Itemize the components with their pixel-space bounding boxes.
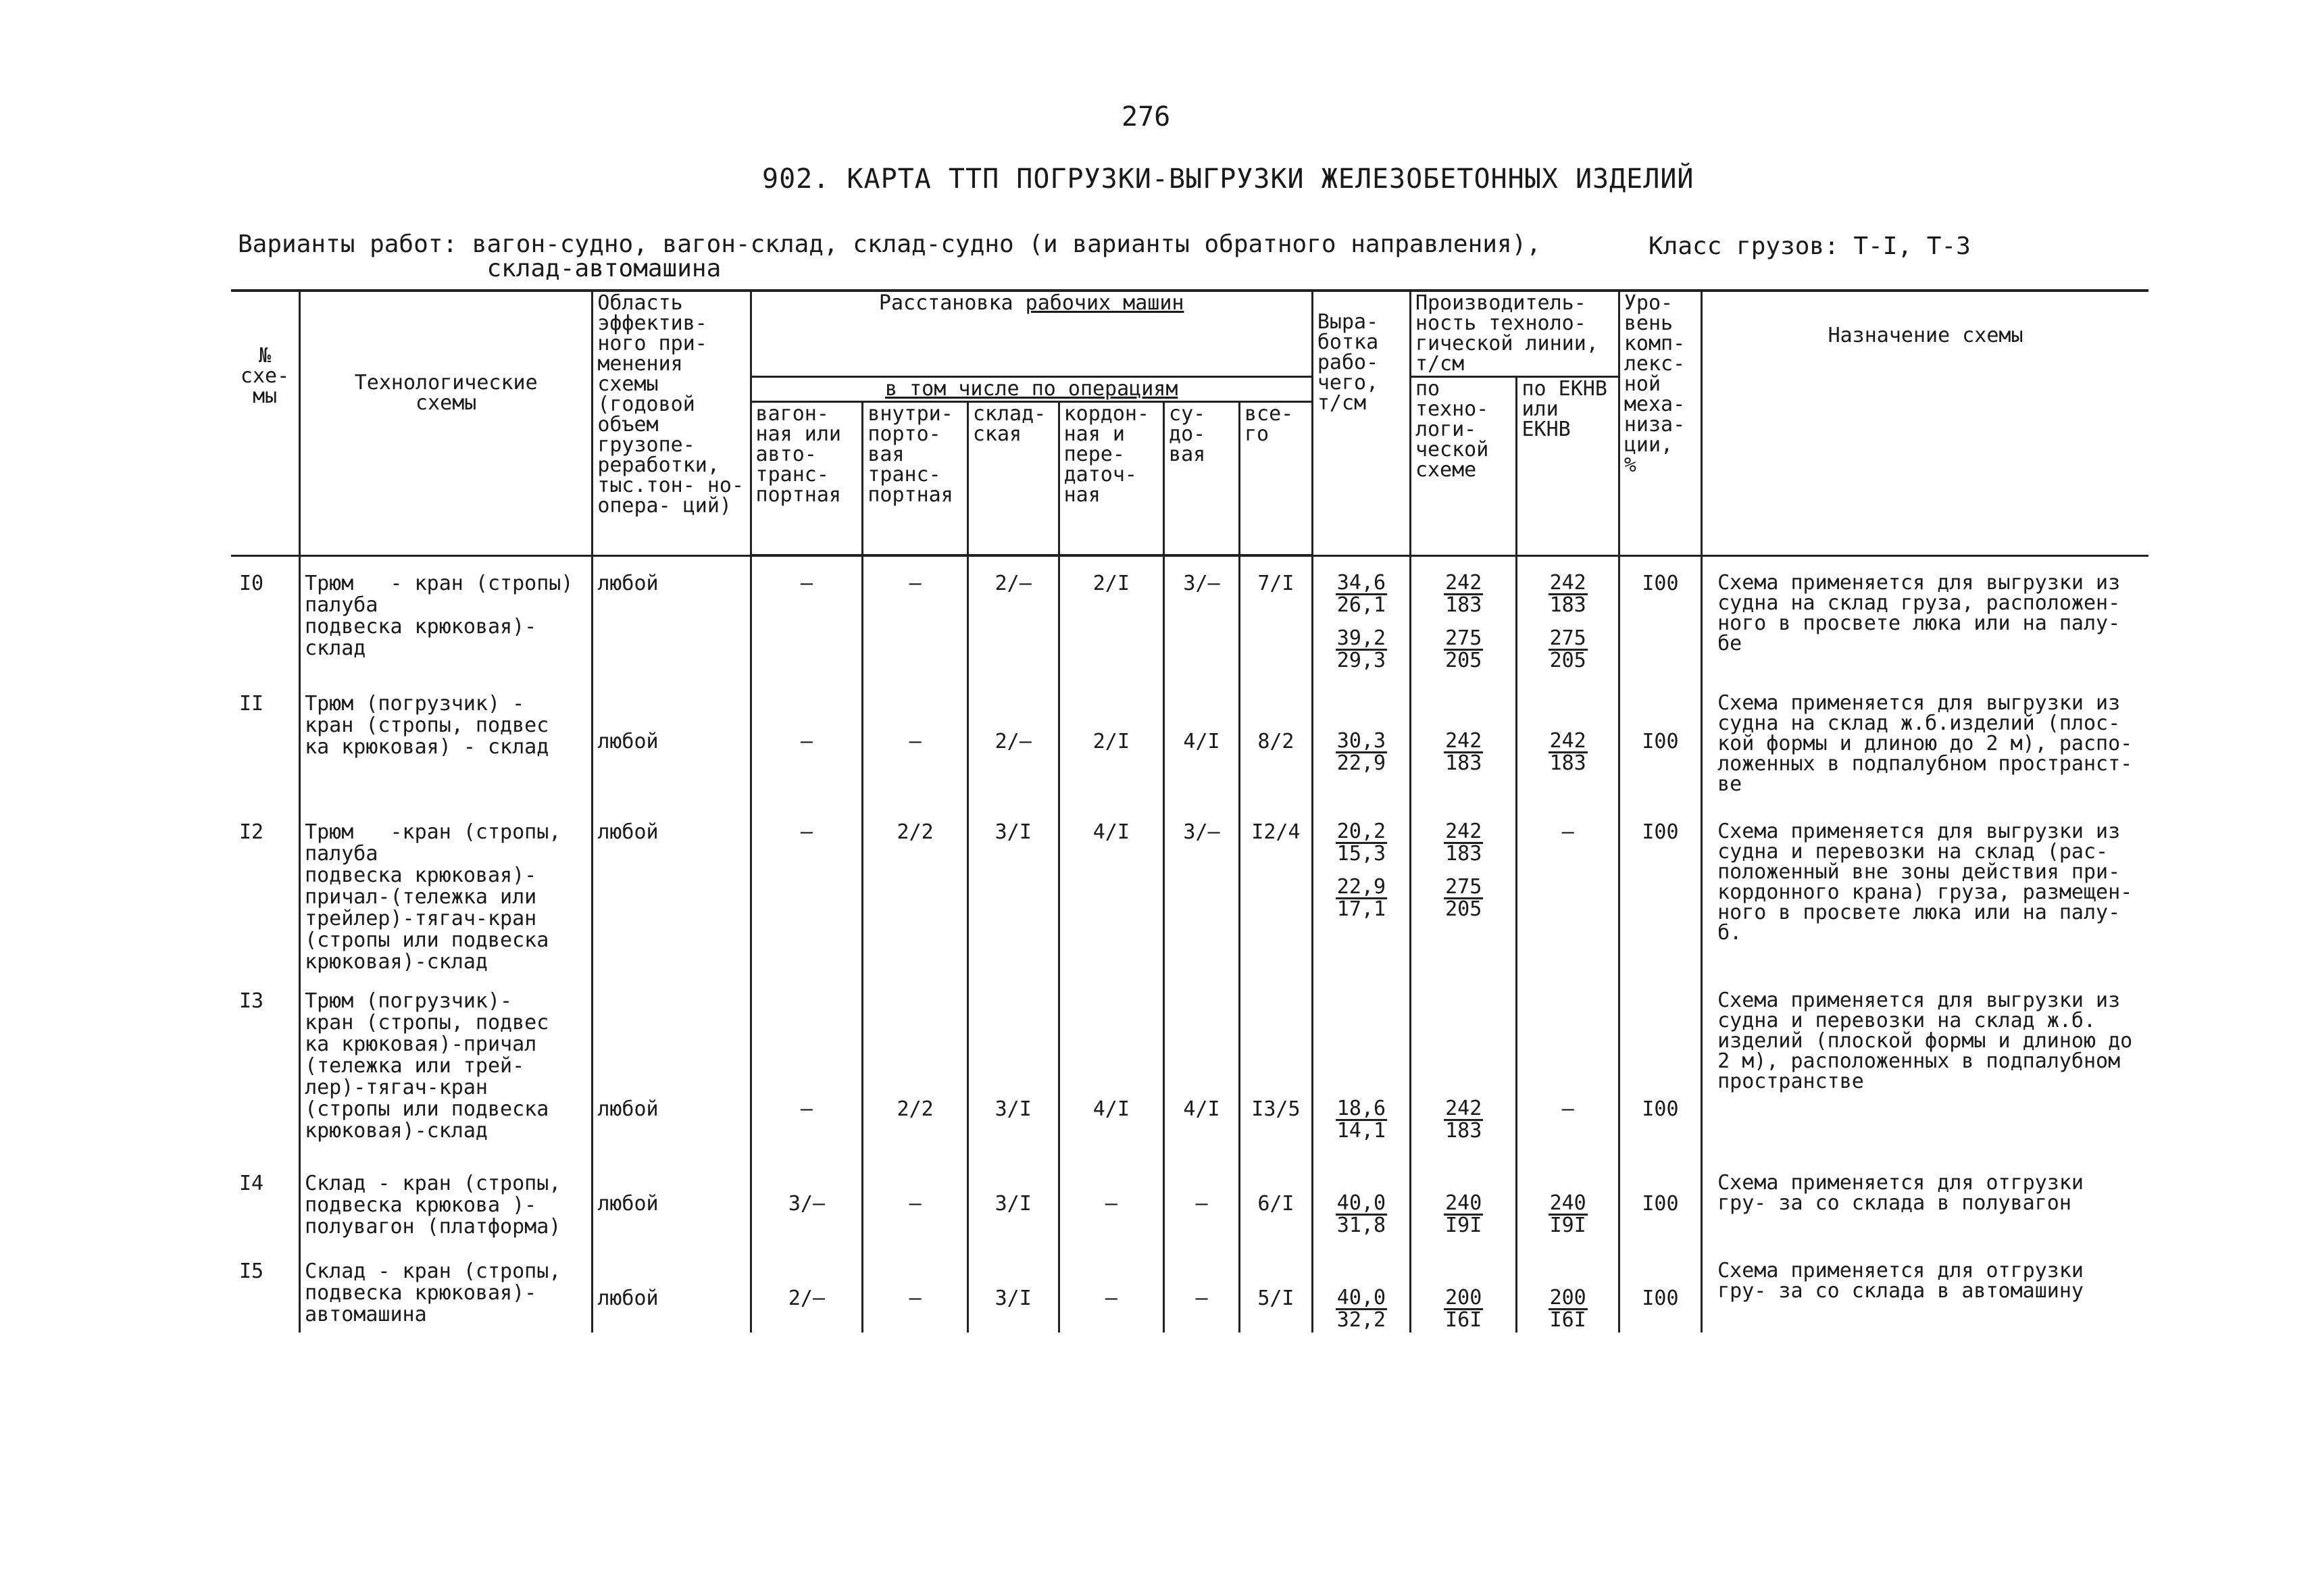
mechanization-level	[1619, 555, 1701, 677]
application-area-text: любой	[597, 1192, 659, 1216]
fraction	[1336, 1193, 1387, 1236]
op-warehouse-text: 2/–	[995, 572, 1032, 595]
application-area	[593, 1157, 751, 1245]
scheme-purpose	[1702, 555, 2148, 677]
header-tech-schemes: Технологические схемы	[300, 291, 593, 555]
op-total-text: 5/I	[1257, 1287, 1294, 1310]
row-number	[231, 1245, 300, 1332]
op-warehouse	[967, 1157, 1059, 1245]
fraction-numerator: 22,9	[1336, 875, 1386, 899]
tech-scheme	[300, 805, 593, 974]
fraction	[1444, 877, 1483, 920]
mechanization-level-text: I00	[1642, 1097, 1679, 1121]
fraction-denominator: 26,1	[1336, 593, 1386, 617]
op-warehouse	[967, 1245, 1059, 1332]
mechanization-level	[1619, 974, 1701, 1157]
tech-scheme-text: Трюм -кран (стропы, палуба подвеска крюковая)- причал-(тележка или трейлер)-тягач-кран (стропы или подвеска крюковая)-склад	[305, 820, 561, 974]
mechanization-level	[1619, 1157, 1701, 1245]
scheme-purpose-text: Схема применяется для выгрузки из судна на склад груза, расположен- ного в просвете люка или на палу- бе	[1717, 570, 2121, 655]
op-wagon	[751, 805, 863, 974]
scheme-purpose	[1702, 1157, 2148, 1245]
fraction-numerator: 242	[1445, 570, 1482, 595]
fraction-numerator: 275	[1445, 875, 1482, 899]
op-warehouse-text: 3/I	[995, 1097, 1032, 1121]
cargo-class: Класс грузов: Т-I, Т-3	[1649, 232, 1971, 260]
fraction-numerator: 40,0	[1336, 1191, 1386, 1215]
op-intraport	[863, 805, 967, 974]
mechanization-level-text: I00	[1642, 1192, 1679, 1216]
fraction	[1336, 1099, 1387, 1141]
op-intraport-text: 2/2	[897, 1097, 934, 1121]
output-cell	[1312, 1245, 1410, 1332]
op-ship-text: –	[1195, 1287, 1208, 1310]
op-wagon	[751, 974, 863, 1157]
op-intraport-text: –	[909, 1287, 922, 1310]
op-ship	[1164, 555, 1240, 677]
fraction	[1336, 731, 1387, 774]
op-ship-text: 3/–	[1183, 820, 1220, 844]
fraction-denominator: I9I	[1549, 1214, 1586, 1237]
row-number	[231, 805, 300, 974]
op-ship-text: 3/–	[1183, 572, 1220, 595]
op-intraport-text: –	[909, 730, 922, 753]
header-op-ship: су- до- вая	[1164, 402, 1240, 556]
op-wagon-text: –	[800, 730, 813, 753]
header-op-warehouse: склад- ская	[967, 402, 1059, 556]
application-area	[593, 677, 751, 805]
application-area-text: любой	[597, 571, 659, 595]
header-purpose: Назначение схемы	[1702, 291, 2148, 555]
op-intraport-text: –	[909, 1192, 922, 1216]
prod-eknv-cell	[1517, 974, 1619, 1157]
mechanization-level-text: I00	[1642, 730, 1679, 753]
prod-tech-cell	[1410, 1157, 1517, 1245]
op-ship-text: 4/I	[1183, 730, 1220, 753]
op-ship	[1164, 1157, 1240, 1245]
output-cell	[1312, 555, 1410, 677]
fraction-numerator: 200	[1549, 1286, 1586, 1310]
fraction	[1336, 1288, 1387, 1330]
fraction-denominator: I6I	[1549, 1308, 1586, 1332]
header-prod-tech: по техно- логи- ческой схеме	[1410, 377, 1517, 556]
table-row	[231, 805, 2148, 974]
fraction	[1549, 628, 1588, 671]
prod-eknv-cell	[1517, 805, 1619, 974]
fraction	[1336, 628, 1387, 671]
output-cell	[1312, 1157, 1410, 1245]
tech-scheme	[300, 1245, 593, 1332]
fraction-denominator: 183	[1549, 751, 1586, 775]
fraction-denominator: 205	[1445, 648, 1482, 672]
tech-scheme-text: Трюм - кран (стропы) палуба подвеска крюковая)- склад	[305, 571, 574, 660]
application-area	[593, 555, 751, 677]
row-number	[231, 974, 300, 1157]
op-total	[1239, 974, 1312, 1157]
header-prod-eknv: по ЕКНВ или ЕКНВ	[1517, 377, 1619, 556]
op-wagon	[751, 677, 863, 805]
op-warehouse	[967, 677, 1059, 805]
prod-eknv-cell-text: –	[1561, 1097, 1574, 1121]
table-body	[231, 555, 2148, 1332]
fraction-denominator: 14,1	[1336, 1119, 1386, 1143]
op-ship	[1164, 677, 1240, 805]
document-title: 902. КАРТА ТТП ПОГРУЗКИ-ВЫГРУЗКИ ЖЕЛЕЗОБЕТОННЫХ ИЗДЕЛИЙ	[762, 164, 1694, 195]
header-op-intraport: внутри- порто- вая транс- портная	[863, 402, 967, 556]
mechanization-level	[1619, 805, 1701, 974]
output-cell	[1312, 974, 1410, 1157]
op-wagon-text: –	[800, 572, 813, 595]
table-row	[231, 677, 2148, 805]
prod-tech-cell	[1410, 1245, 1517, 1332]
fraction-numerator: 34,6	[1336, 570, 1386, 595]
scheme-purpose	[1702, 1245, 2148, 1332]
fraction-denominator: 31,8	[1336, 1214, 1386, 1237]
op-total	[1239, 1245, 1312, 1332]
op-cordon-text: 4/I	[1092, 1097, 1130, 1121]
work-variants: Варианты работ: вагон-судно, вагон-склад, склад-судно (и варианты обратного направления), склад-автомашина	[238, 230, 1541, 282]
prod-tech-cell	[1410, 555, 1517, 677]
fraction-numerator: 275	[1549, 626, 1586, 650]
op-total-text: I3/5	[1251, 1097, 1301, 1121]
mechanization-level	[1619, 677, 1701, 805]
fraction-denominator: 205	[1445, 897, 1482, 921]
fraction-numerator: 242	[1549, 570, 1586, 595]
fraction-denominator: 17,1	[1336, 897, 1386, 921]
prod-eknv-cell	[1517, 1245, 1619, 1332]
prod-eknv-cell	[1517, 677, 1619, 805]
fraction-denominator: 183	[1445, 842, 1482, 866]
header-placement-label: Расстановка	[878, 291, 1013, 315]
tech-scheme	[300, 555, 593, 677]
op-cordon	[1059, 805, 1163, 974]
tech-scheme-text: Трюм (погрузчик)- кран (стропы, подвес ка крюковая)-причал (тележка или трей- лер)-тягач-кран (стропы или подвеска крюковая)-склад	[305, 989, 549, 1143]
application-area-text: любой	[597, 1287, 659, 1310]
op-wagon	[751, 1157, 863, 1245]
fraction	[1444, 1099, 1483, 1141]
op-intraport	[863, 974, 967, 1157]
op-wagon	[751, 555, 863, 677]
fraction-numerator: 200	[1445, 1286, 1482, 1310]
op-cordon	[1059, 1157, 1163, 1245]
op-total	[1239, 677, 1312, 805]
fraction	[1444, 1193, 1483, 1236]
table-row	[231, 1245, 2148, 1332]
tech-scheme-text: Склад - кран (стропы, подвеска крюкова )- полувагон (платформа)	[305, 1172, 561, 1239]
header-output: Выра- ботка рабо- чего, т/см	[1312, 291, 1410, 555]
fraction-numerator: 39,2	[1336, 626, 1386, 650]
op-cordon-text: –	[1105, 1287, 1117, 1310]
application-area	[593, 805, 751, 974]
header-productivity: Производитель- ность техноло- гической линии, т/см	[1410, 291, 1619, 377]
row-number-text: I4	[239, 1172, 264, 1195]
prod-eknv-cell	[1517, 555, 1619, 677]
fraction-numerator: 242	[1549, 729, 1586, 753]
op-wagon-text: –	[800, 1097, 813, 1121]
table-row	[231, 974, 2148, 1157]
prod-tech-cell	[1410, 805, 1517, 974]
op-cordon-text: –	[1105, 1192, 1117, 1216]
fraction-numerator: 275	[1445, 626, 1482, 650]
tech-scheme	[300, 1157, 593, 1245]
fraction	[1549, 1288, 1588, 1330]
fraction	[1549, 570, 1588, 617]
ttp-table	[231, 289, 2148, 1332]
fraction-denominator: I9I	[1445, 1214, 1482, 1237]
fraction-denominator: 29,3	[1336, 648, 1386, 672]
fraction-numerator: 40,0	[1336, 1286, 1386, 1310]
fraction-denominator: 205	[1549, 648, 1586, 672]
op-warehouse-text: 3/I	[995, 820, 1032, 844]
op-warehouse-text: 3/I	[995, 1192, 1032, 1216]
op-total-text: 7/I	[1257, 572, 1294, 595]
row-number	[231, 677, 300, 805]
row-number	[231, 1157, 300, 1245]
fraction-numerator: 20,2	[1336, 820, 1386, 843]
row-number-text: I2	[239, 820, 264, 844]
fraction-numerator: 242	[1445, 1097, 1482, 1120]
row-number-text: I0	[239, 571, 264, 595]
scheme-purpose-text: Схема применяется для выгрузки из судна и перевозки на склад ж.б. изделий (плоской формы и длиною до 2 м), расположенных в подпалубном пространстве	[1717, 989, 2133, 1093]
header-placement-machines: рабочих машин	[1025, 291, 1184, 315]
op-total-text: 8/2	[1257, 730, 1294, 753]
op-wagon-text: 2/–	[788, 1287, 826, 1310]
fraction	[1444, 1288, 1483, 1330]
tech-scheme	[300, 677, 593, 805]
tech-scheme-text: Трюм (погрузчик) - кран (стропы, подвес ка крюковая) - склад	[305, 692, 549, 759]
op-wagon-text: 3/–	[788, 1192, 826, 1216]
mechanization-level	[1619, 1245, 1701, 1332]
op-wagon	[751, 1245, 863, 1332]
op-ship	[1164, 1245, 1240, 1332]
tech-scheme-text: Склад - кран (стропы, подвеска крюковая)- автомашина	[305, 1260, 561, 1326]
op-cordon	[1059, 1245, 1163, 1332]
op-warehouse	[967, 555, 1059, 677]
application-area	[593, 1245, 751, 1332]
output-cell	[1312, 805, 1410, 974]
tech-scheme	[300, 974, 593, 1157]
fraction	[1336, 822, 1387, 864]
fraction-denominator: 15,3	[1336, 842, 1386, 866]
fraction-numerator: 240	[1549, 1191, 1586, 1215]
table-row	[231, 555, 2148, 677]
scheme-purpose	[1702, 805, 2148, 974]
op-ship	[1164, 974, 1240, 1157]
fraction	[1444, 822, 1483, 864]
op-total	[1239, 555, 1312, 677]
prod-tech-cell	[1410, 677, 1517, 805]
fraction	[1336, 570, 1387, 617]
op-cordon	[1059, 677, 1163, 805]
fraction-numerator: 240	[1445, 1191, 1482, 1215]
op-cordon	[1059, 555, 1163, 677]
prod-eknv-cell	[1517, 1157, 1619, 1245]
fraction	[1336, 877, 1387, 920]
row-number	[231, 555, 300, 677]
op-total	[1239, 805, 1312, 974]
scheme-purpose-text: Схема применяется для отгрузки гру- за со склада в полувагон	[1717, 1171, 2084, 1215]
prod-tech-cell	[1410, 974, 1517, 1157]
op-warehouse	[967, 805, 1059, 974]
header-num: № схе- мы	[231, 291, 300, 555]
scheme-purpose	[1702, 677, 2148, 805]
op-warehouse-text: 3/I	[995, 1287, 1032, 1310]
op-intraport	[863, 677, 967, 805]
op-intraport	[863, 555, 967, 677]
op-ship	[1164, 805, 1240, 974]
row-number-text: I5	[239, 1260, 264, 1283]
fraction	[1444, 628, 1483, 671]
application-area-text: любой	[597, 1097, 659, 1121]
row-number-text: II	[239, 692, 264, 716]
mechanization-level-text: I00	[1642, 820, 1679, 844]
header-op-total: все- го	[1239, 402, 1312, 556]
op-total-text: 6/I	[1257, 1192, 1294, 1216]
fraction-denominator: 32,2	[1336, 1308, 1386, 1332]
fraction	[1444, 731, 1483, 774]
op-ship-text: 4/I	[1183, 1097, 1220, 1121]
scheme-purpose	[1702, 974, 2148, 1157]
fraction-denominator: 183	[1445, 1119, 1482, 1143]
op-cordon	[1059, 974, 1163, 1157]
fraction-denominator: 183	[1549, 593, 1586, 617]
fraction-denominator: I6I	[1445, 1308, 1482, 1332]
fraction-numerator: 18,6	[1336, 1097, 1386, 1120]
fraction	[1549, 1193, 1588, 1236]
header-application-area: Область эффектив- ного при- менения схемы (годовой объем грузопе- реработки, тыс.тон- но-опера- ций)	[593, 291, 751, 555]
header-placement	[751, 291, 1312, 377]
op-wagon-text: –	[800, 820, 813, 844]
scheme-purpose-text: Схема применяется для выгрузки из судна и перевозки на склад (рас- положенный вне зоны действия при- кордонного крана) груза, размещен- ного в просвете люка или на палу- б.	[1717, 820, 2133, 945]
fraction-denominator: 183	[1445, 593, 1482, 617]
op-intraport-text: –	[909, 572, 922, 595]
header-op-wagon: вагон- ная или авто- транс- портная	[751, 402, 863, 556]
header-by-operations: в том числе по операциям	[751, 377, 1312, 402]
fraction	[1444, 570, 1483, 617]
scheme-purpose-text: Схема применяется для выгрузки из судна на склад ж.б.изделий (плос- кой формы и длиною до 2 м), распо- ложенных в подпалубном пространст- ве	[1717, 691, 2133, 796]
op-cordon-text: 2/I	[1092, 730, 1130, 753]
op-cordon-text: 4/I	[1092, 820, 1130, 844]
application-area-text: любой	[597, 820, 659, 844]
op-intraport-text: 2/2	[897, 820, 934, 844]
fraction-numerator: 242	[1445, 820, 1482, 843]
op-cordon-text: 2/I	[1092, 572, 1130, 595]
fraction-numerator: 30,3	[1336, 729, 1386, 753]
scheme-purpose-text: Схема применяется для отгрузки гру- за со склада в автомашину	[1717, 1259, 2084, 1303]
fraction-denominator: 22,9	[1336, 751, 1386, 775]
row-number-text: I3	[239, 989, 264, 1013]
fraction-denominator: 183	[1445, 751, 1482, 775]
op-total	[1239, 1157, 1312, 1245]
op-intraport	[863, 1245, 967, 1332]
header-mechanization-level: Уро- вень комп- лекс- ной меха- низа- ции, %	[1619, 291, 1701, 555]
application-area-text: любой	[597, 730, 659, 753]
table-row	[231, 1157, 2148, 1245]
fraction-numerator: 242	[1445, 729, 1482, 753]
fraction	[1549, 731, 1588, 774]
op-warehouse	[967, 974, 1059, 1157]
output-cell	[1312, 677, 1410, 805]
application-area	[593, 974, 751, 1157]
mechanization-level-text: I00	[1642, 1287, 1679, 1310]
op-warehouse-text: 2/–	[995, 730, 1032, 753]
header-op-cordon: кордон- ная и пере- даточ- ная	[1059, 402, 1163, 556]
mechanization-level-text: I00	[1642, 571, 1679, 595]
prod-eknv-cell-text: –	[1561, 820, 1574, 844]
page-number: 276	[1122, 101, 1171, 132]
op-intraport	[863, 1157, 967, 1245]
op-ship-text: –	[1195, 1192, 1208, 1216]
op-total-text: I2/4	[1251, 820, 1301, 844]
